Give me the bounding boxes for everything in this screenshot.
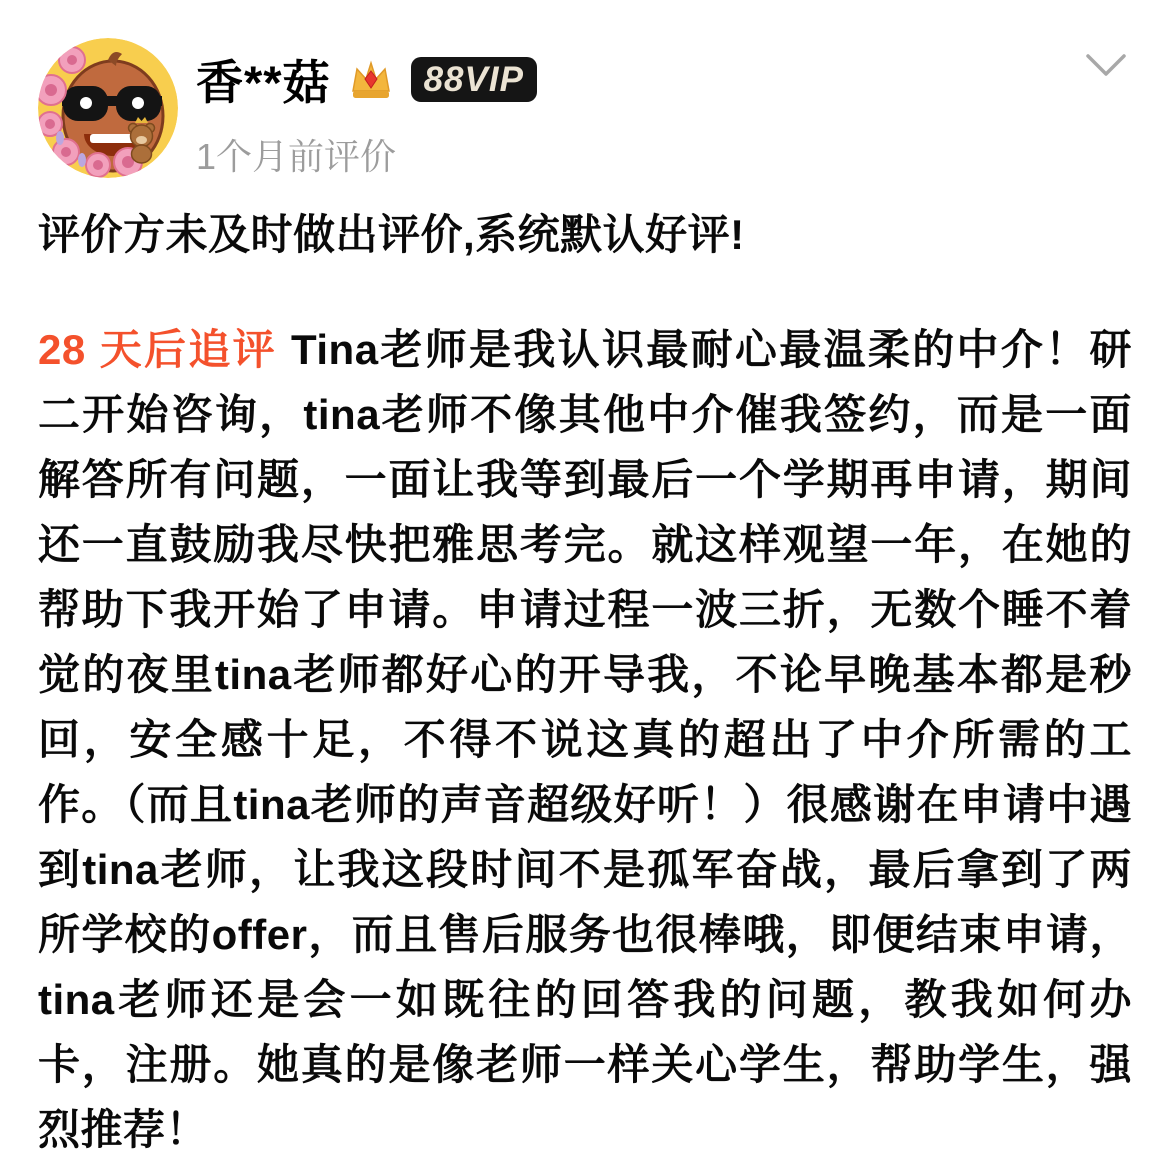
vip-badge: 88VIP [411, 57, 537, 102]
header-info [196, 38, 537, 180]
review-body [38, 202, 1132, 1162]
followup-label: 28 天后追评 [38, 326, 277, 373]
review-header [38, 38, 1132, 180]
default-review-text: 评价方未及时做出评价,系统默认好评! [38, 211, 745, 258]
followup-review-text: Tina老师是我认识最耐心最温柔的中介！研二开始咨询，tina老师不像其他中介催我签约，而是一面解答所有问题，一面让我等到最后一个学期再申请，期间还一直鼓励我尽快把雅思考完。就这样观望一年，在她的帮助下我开始了申请。申请过程一波三折，无数个睡不着觉的夜里tina老师都好心的开导我，不论早晚基本都是秒回，安全感十足，不得不说这真的超出了中介所需的工作。（而且tina老师的声音超级好听！）很感谢在申请中遇到tina老师，让我这段时间不是孤军奋战，最后拿到了两所学校的offer，而且售后服务也很棒哦，即便结束申请，tina老师还是会一如既往的回答我的问题，教我如何办卡，注册。她真的是像老师一样关心学生，帮助学生，强烈推荐！ [38, 326, 1132, 1153]
avatar [38, 38, 178, 178]
review-timestamp: 1个月前评价 [196, 136, 397, 177]
chevron-down-icon[interactable] [1084, 52, 1128, 80]
name-row [196, 46, 537, 113]
followup-review [38, 317, 1132, 1162]
crown-icon [347, 58, 395, 102]
avatar-image [38, 38, 178, 178]
username: 香**菇 [196, 56, 331, 109]
